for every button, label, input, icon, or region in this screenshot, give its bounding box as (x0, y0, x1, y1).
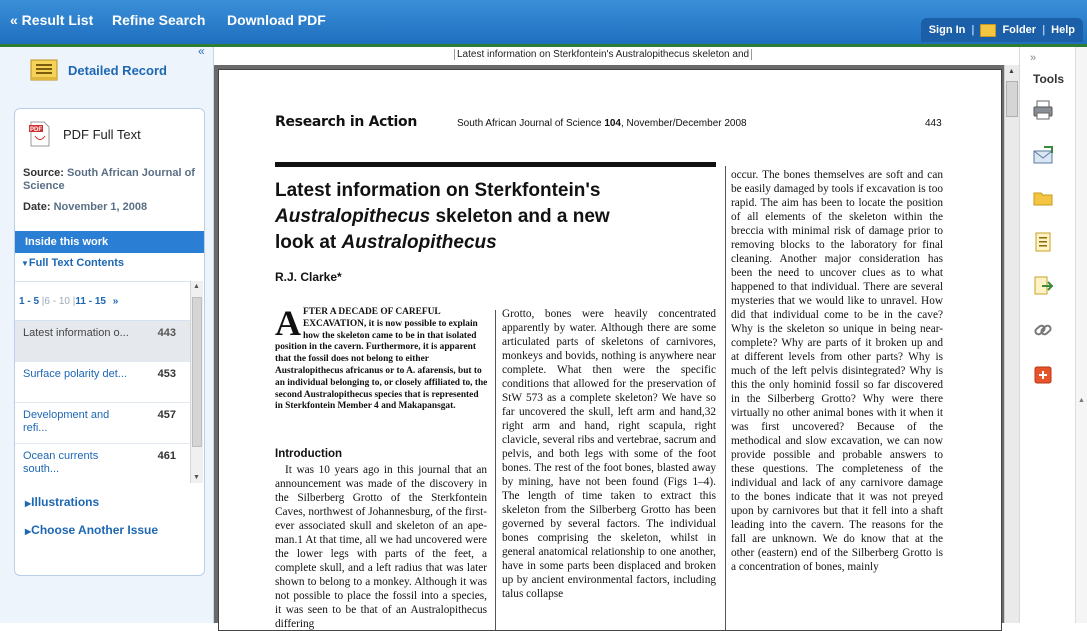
caret-right-icon: ▶ (25, 499, 32, 508)
folder-link[interactable]: Folder (1002, 24, 1037, 36)
date-label: Date: (23, 201, 51, 213)
introduction-heading: Introduction (275, 448, 343, 460)
list-item[interactable] (15, 444, 190, 483)
caret-down-icon: ▼ (21, 259, 29, 268)
viewer-document-title: Latest information on Sterkfontein's Australopithecus skeleton and (454, 49, 752, 60)
detailed-record-link[interactable] (30, 58, 167, 82)
detailed-record-icon (30, 58, 58, 82)
article-author: R.J. Clarke* (275, 270, 342, 284)
sign-in-link[interactable]: Sign In (928, 24, 966, 36)
choose-another-issue-toggle[interactable] (25, 523, 158, 537)
scroll-up-icon[interactable]: ▲ (193, 283, 200, 290)
svg-text:PDF: PDF (30, 127, 42, 133)
scrollbar-thumb[interactable] (1006, 81, 1018, 117)
save-to-folder-icon[interactable] (1032, 187, 1054, 209)
list-item[interactable] (15, 403, 190, 444)
list-item-title: Latest information o... (23, 327, 129, 339)
page-section-label: Research in Action (275, 114, 418, 130)
collapse-left-panel-icon[interactable]: « (198, 44, 205, 58)
caret-right-icon: ▶ (25, 527, 32, 536)
journal-name: South African Journal of Science (457, 118, 605, 129)
separator: | (1042, 24, 1046, 36)
contents-scrollbar[interactable] (190, 281, 203, 483)
result-list-link[interactable]: « Result List (10, 12, 94, 28)
full-text-contents-label: Full Text Contents (28, 257, 125, 269)
pdf-icon (29, 121, 51, 147)
pager-page-1-5[interactable]: 1 - 5 (19, 296, 40, 307)
article-abstract (275, 303, 488, 413)
list-item-title: Surface polarity det... (23, 368, 127, 380)
abstract-dropcap: A (275, 303, 301, 343)
viewer-header (214, 47, 1019, 65)
tools-label: Tools (1033, 72, 1065, 86)
cite-icon[interactable] (1032, 231, 1054, 253)
scrollbar-thumb[interactable] (192, 297, 202, 447)
window-scrollbar[interactable] (1075, 47, 1087, 623)
full-text-contents-toggle[interactable] (21, 257, 124, 269)
add-icon[interactable] (1032, 364, 1054, 386)
journal-date: , November/December 2008 (621, 118, 747, 129)
source-label: Source: (23, 167, 64, 179)
pager-more[interactable]: » (112, 296, 119, 307)
column-divider (495, 310, 496, 631)
list-item-page: 457 (157, 409, 176, 421)
title-line-3: look at (275, 232, 342, 253)
column-divider (725, 166, 726, 631)
pager-page-6-10: 6 - 10 (44, 296, 70, 307)
export-icon[interactable] (1032, 275, 1054, 297)
tools-panel (1019, 47, 1076, 623)
source-meta (23, 167, 198, 193)
date-value: November 1, 2008 (53, 201, 148, 213)
title-rule (275, 162, 716, 167)
collapse-tools-icon[interactable]: » (1030, 52, 1037, 64)
body-column-2: Grotto, bones were heavily concentrated apparently by water. Although there are some articulated parts of skeletons of carnivores, monkeys and bovids, nothing is anywhere near complete. What then were the specific conditions that allowed for the preservation of StW 573 as a complete skeleton? We have so far uncovered the skull, left arm and hand,32 right arm and hand, right scapula, right clavicle, several ribs and vertebrae, sacrum and pelvis, and both legs with some of the foot bones. The rest of the foot bones, blasted away by mining, have not been found (Figs 1–4). The length of time taken to extract this skeleton from the Silberberg Grotto has been governed by several factors. The individual bones comprising the skeleton, whilst in general anatomical relationship to one another, have in some parts been displaced and broken up by ancient environmental factors, including talus collapse (502, 308, 716, 600)
scroll-up-icon[interactable]: ▲ (1008, 68, 1015, 75)
body-column-1: It was 10 years ago in this journal that an announcement was made of the discovery in the Silberberg Grotto of the Sterkfontein Caves, northwest of Johannesburg, of the first-ever associated skull and skeleton of an ape-man.1 At that time, all we had uncovered were the lower legs with parts of the feet, a complete skull, and a left radius that was later shown to belong to a monkey. Although it was not possible to place the fossil into a species, it was seen to be that of an Australopithecus differing (275, 464, 487, 630)
pager-page-11-15[interactable]: 11 - 15 (75, 296, 106, 307)
list-item-title: Ocean currents south... (23, 450, 99, 475)
title-genus-1: Australopithecus (275, 206, 431, 227)
detailed-record-label: Detailed Record (68, 62, 167, 78)
body-column-3: occur. The bones themselves are soft and can be easily damaged by tools if excavation is too rapid. The aim has been to locate the position of all elements of the skeleton within the breccia with minimal risk of damage prior to removing blocks to the laboratory for final cleaning. Another major consideration has been the need to uncover clues as to what happened to that individual. There are several mysteries that we would like to unravel. How did that individual come to be in the cave? Why is the skeleton so unique in being near-complete? Why are parts of it broken up and at different levels from other parts? Why is much of the left pelvis disintegrated? Why is this the only hominid fossil so far discovered in the Silberberg Grotto? Why were there virtually no other animal bones with it when it was first uncovered? Because of the methodical and slow excavation, we can now provide possible and probable answers to these questions. The completeness of the individual and lack of any carnivore damage to the bones indicate that it was not preyed upon by carnivores but that it fell into a shaft leading into the cavern. The reasons for the fall are unknown. We do know that at the other (eastern) end of the Silberberg Grotto is a concentration of bones, mainly (731, 169, 943, 573)
help-link[interactable]: Help (1051, 24, 1075, 36)
pdf-page (218, 69, 1002, 631)
email-icon[interactable] (1032, 145, 1054, 167)
scroll-down-icon[interactable]: ▼ (193, 474, 200, 481)
page-number: 443 (925, 118, 942, 129)
permalink-icon[interactable] (1032, 319, 1054, 341)
page-journal-citation (457, 118, 747, 129)
utility-nav (921, 18, 1083, 42)
illustrations-toggle[interactable] (25, 495, 99, 509)
title-genus-2: Australopithecus (341, 232, 497, 253)
title-line-1: Latest information on Sterkfontein's (275, 180, 601, 201)
top-toolbar (0, 0, 1087, 44)
separator: | (72, 296, 76, 307)
list-item[interactable] (15, 362, 190, 403)
pdf-full-text-row[interactable] (29, 121, 141, 147)
list-item-page: 461 (157, 450, 176, 462)
list-item[interactable] (15, 321, 190, 362)
pdf-full-text-box (14, 108, 205, 576)
refine-search-link[interactable]: Refine Search (112, 12, 206, 28)
pdf-viewer (214, 47, 1019, 630)
journal-volume: 104 (604, 118, 621, 129)
separator: | (41, 296, 45, 307)
contents-list (15, 321, 190, 483)
list-item-title: Development and refi... (23, 409, 110, 434)
choose-another-issue-label: Choose Another Issue (31, 523, 159, 537)
pdf-full-text-label: PDF Full Text (63, 126, 141, 142)
list-item-page: 453 (157, 368, 176, 380)
separator: | (971, 24, 975, 36)
illustrations-label: Illustrations (31, 495, 100, 509)
date-meta (23, 201, 147, 213)
article-title (275, 178, 715, 256)
list-item-page: 443 (157, 327, 176, 339)
scroll-up-icon[interactable]: ▲ (1078, 397, 1085, 404)
source-value: South African Journal of Science (23, 167, 195, 192)
title-line-2: skeleton and a new (430, 206, 610, 227)
print-icon[interactable] (1032, 99, 1054, 121)
inside-this-work-header: Inside this work (15, 231, 204, 253)
download-pdf-link[interactable]: Download PDF (227, 12, 326, 28)
abstract-text: FTER A DECADE OF CAREFUL EXCAVATION, it is now possible to explain how the skeleton came to be in that isolated position in the cavern. Furthermore, it is apparent that the fossil does not belong to either Australopithecus africanus or to A. afarensis, but to an individual belonging to, or closely affiliated to, the second Australopithecus species that is represented in Sterkfontein Member 4 and Makapansgat. (275, 307, 488, 412)
folder-icon[interactable] (980, 24, 996, 37)
contents-pager (15, 281, 190, 321)
viewer-scrollbar[interactable] (1004, 65, 1020, 623)
